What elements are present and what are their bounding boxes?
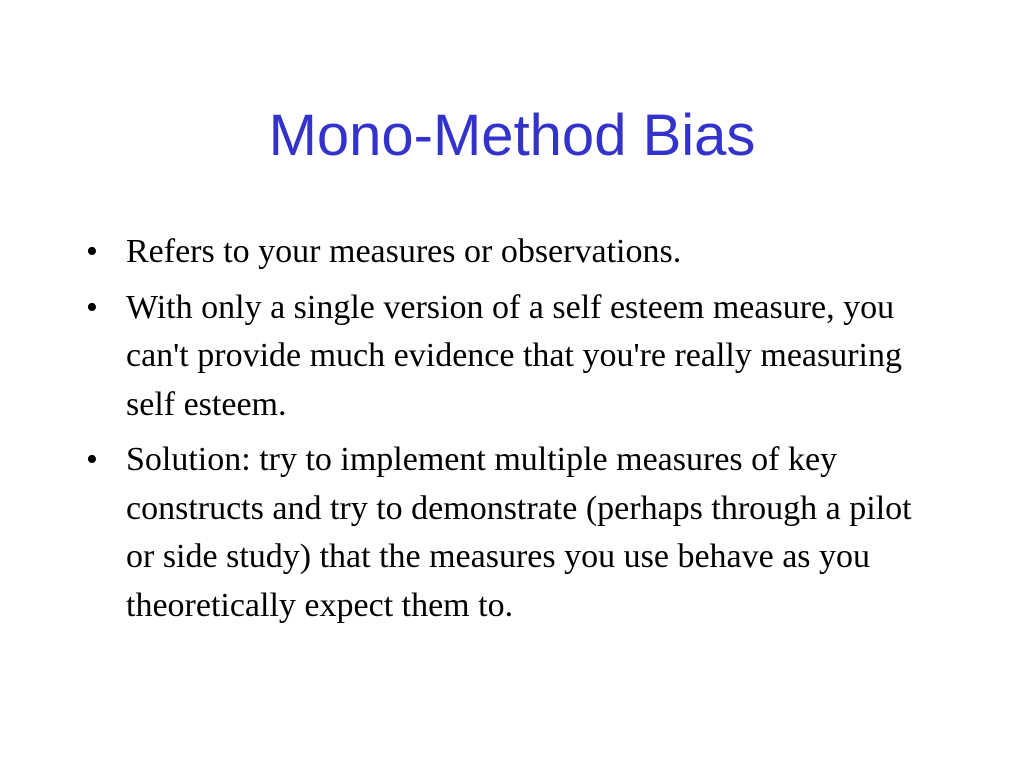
bullet-text: Refers to your measures or observations.: [126, 233, 682, 270]
bullet-list: [86, 228, 916, 637]
slide-title: Mono-Method Bias: [268, 103, 756, 168]
bullet-dot-icon: •: [86, 288, 98, 326]
bullet-dot-icon: •: [86, 441, 98, 478]
bullet-item: [86, 436, 916, 630]
bullet-text: With only a single version of a self esteem measure, you can't provide much evidence that you're really measuring self esteem.: [126, 288, 903, 423]
bullet-dot-icon: •: [86, 233, 98, 270]
bullet-item: [86, 284, 916, 430]
bullet-item: [86, 228, 916, 277]
bullet-text: Solution: try to implement multiple measures of key constructs and try to demonstrate (perhaps through a pilot or side study) that the measures you use behave as you theoretically expect them to.: [126, 441, 912, 624]
